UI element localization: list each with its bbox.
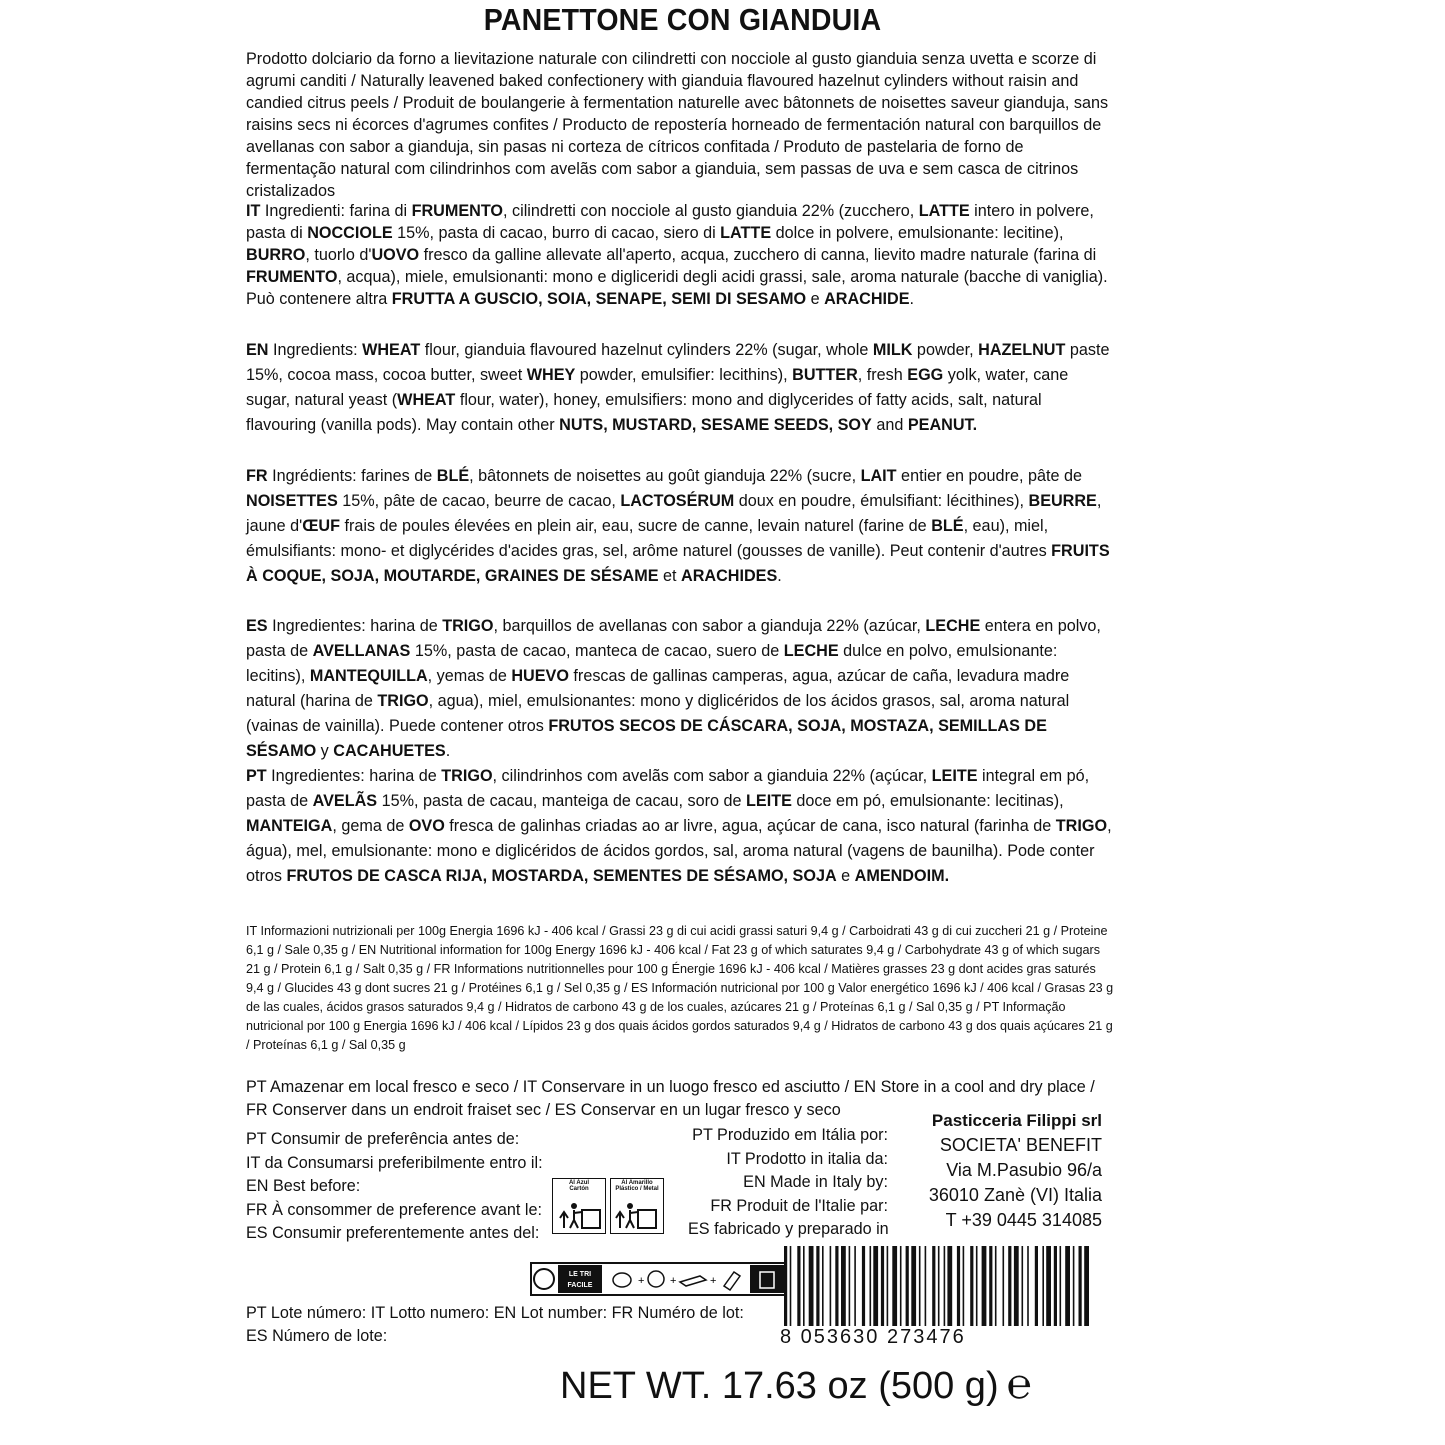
svg-text:+: + <box>670 1275 677 1287</box>
bin-paper-label: Al Azul <box>568 1180 590 1186</box>
best-before-pt: PT Consumir de preferência antes de: <box>246 1130 520 1148</box>
company-city: 36010 Zanè (VI) Italia <box>928 1185 1102 1205</box>
best-before-en: EN Best before: <box>246 1177 361 1195</box>
best-before-es: ES Consumir preferentemente antes del: <box>246 1224 540 1242</box>
product-description: Prodotto dolciario da forno a lievitazione naturale con cilindretti con nocciole al gusto gianduia senza uvetta e scorze di agrumi canditi / Naturally leavened baked confectionery with gianduia flavoured hazelnut cylinders without raisin and candied citrus peels / Produit de boulangerie à fermentation naturelle avec bâtonnets de noisettes saveur gianduja, sans raisins secs ni écorces d'agrumes confites / Producto de repostería horneado de fermentación natural con barquillos de avellanas con sabor a gianduja, sin pasas ni corteza de cítricos confitada / Produto de pastelaria de forno de fermentação natural com cilindrinhos com avelãs com sabor a gianduia, sem passas de uva e sem casca de citrinos cristalizados <box>246 50 1109 200</box>
company-type: SOCIETA' BENEFIT <box>939 1135 1102 1155</box>
barcode-number: 8 053630 273476 <box>780 1326 966 1348</box>
triman-recycling-banner <box>530 1262 786 1296</box>
ingredients-en: EN Ingredients: WHEAT flour, gianduia flavoured hazelnut cylinders 22% (sugar, whole MILK powder, HAZELNUT paste 15%, cocoa mass, cocoa butter, sweet WHEY powder, emulsifier: lecithins), BUTTER, fresh EGG yolk, water, cane sugar, natural yeast (WHEAT flour, water), honey, emulsifiers: mono and diglycerides of fatty acids, salt, natural flavouring (vanilla pods). May contain other NUTS, MUSTARD, SESAME SEEDS, SOY and PEANUT. <box>246 341 1110 434</box>
company-block <box>902 1108 1102 1233</box>
made-in-es: ES fabricado y preparado in <box>688 1220 889 1238</box>
best-before-fr: FR À consommer de preference avant le: <box>246 1200 543 1219</box>
recycle-person-icon <box>614 1200 662 1230</box>
ingredients-pt: PT Ingredientes: harina de TRIGO, cilindrinhos com avelãs com sabor a gianduia 22% (açúcar, LEITE integral em pó, pasta de AVELÃS 15%, pasta de cacau, manteiga de cacau, soro de LEITE doce em pó, emulsionante: lecitinas), MANTEIGA, gema de OVO fresca de galinhas criadas ao ar livre, agua, açúcar de cana, isco natural (farinha de TRIGO, água), mel, emulsionante: mono e diglicéridos de ácidos gordos, sal, aroma natural (vagens de baunilha). Pode conter otros FRUTOS DE CASCA RIJA, MOSTARDA, SEMENTES DE SÉSAMO, SOJA e AMENDOIM. <box>246 767 1112 885</box>
best-before-it: IT da Consumarsi preferibilmente entro il: <box>246 1153 543 1172</box>
bin-plastic-label: Al Amarillo <box>621 1180 653 1186</box>
bin-paper-material: Cartón <box>569 1186 589 1192</box>
net-weight <box>560 1362 1032 1408</box>
lot-number-line-2: ES Número de lote: <box>246 1327 388 1345</box>
nutrition-information: IT Informazioni nutrizionali per 100g Energia 1696 kJ - 406 kcal / Grassi 23 g di cui acidi grassi saturi 9,4 g / Carboidrati 43 g di cui zuccheri 21 g / Proteine 6,1 g / Sale 0,35 g / EN Nutritional information for 100g Energy 1696 kJ - 406 kcal / Fat 23 g of which saturates 9,4 g / Carbohydrate 43 g of which sugars 21 g / Protein 6,1 g / Salt 0,35 g / FR Informations nutritionnelles pour 100 g Énergie 1696 kJ - 406 kcal / Matières grasses 23 g dont acides gras saturés 9,4 g / Glucides 43 g dont sucres 21 g / Protéines 6,1 g / Sel 0,35 g / ES Información nutricional por 100 g Valor energético 1696 kJ / 406 kcal / Grasas 23 g de las cuales, ácidos grasos saturados 9,4 g / Hidratos de carbono 43 g de los cuales, azúcares 21 g / Proteínas 6,1 g / Sal 0,35 g / PT Informação nutricional por 100 g Energia 1696 kJ / 406 kcal / Lípidos 23 g dos quais ácidos gordos saturados 9,4 g / Hidratos de carbono 43 g dos quais açúcares 21 g / Proteínas 6,1 g / Sal 0,35 g <box>246 924 1114 1052</box>
svg-text:+: + <box>710 1275 717 1287</box>
company-phone: T +39 0445 314085 <box>945 1210 1102 1230</box>
recycling-bins <box>552 1178 664 1234</box>
barcode <box>780 1246 1092 1330</box>
company-address: Via M.Pasubio 96/a <box>946 1160 1102 1180</box>
made-in-it: IT Prodotto in italia da: <box>726 1149 888 1168</box>
made-in-block <box>688 1124 888 1242</box>
triman-text-2: FACILE <box>567 1282 593 1289</box>
net-weight-text: NET WT. 17.63 oz (500 g) <box>560 1365 999 1407</box>
made-in-pt: PT Produzido em Itália por: <box>692 1126 888 1144</box>
ingredients-it: IT Ingredienti: farina di FRUMENTO, cilindretti con nocciole al gusto gianduia 22% (zucchero, LATTE intero in polvere, pasta di NOCCIOLE 15%, pasta di cacao, burro di cacao, siero di LATTE dolce in polvere, emulsionante: lecitine), BURRO, tuorlo d'UOVO fresco da galline allevate all'aperto, acqua, zucchero di canna, lievito madre naturale (farina di FRUMENTO, acqua), miele, emulsionanti: mono e digliceridi degli acidi grassi, sale, aroma naturale (bacche di vaniglia). Può contenere altra FRUTTA A GUSCIO, SOIA, SENAPE, SEMI DI SESAMO e ARACHIDE. <box>246 202 1108 308</box>
ingredients-es: ES Ingredientes: harina de TRIGO, barquillos de avellanas con sabor a gianduja 22% (azúcar, LECHE entera en polvo, pasta de AVELLANAS 15%, pasta de cacao, manteca de cacao, suero de LECHE dulce en polvo, emulsionante: lecitins), MANTEQUILLA, yemas de HUEVO frescas de gallinas camperas, agua, azúcar de caña, levadura madre natural (harina de TRIGO, agua), miel, emulsionantes: mono y diglicéridos de los ácidos grasos, sal, aroma natural (vainas de vainilla). Puede contener otros FRUTOS SECOS DE CÁSCARA, SOJA, MOSTAZA, SEMILLAS DE SÉSAMO y CACAHUETES. <box>246 617 1101 760</box>
product-title: PANETTONE CON GIANDUIA <box>483 2 882 37</box>
recycle-bin-paper <box>552 1178 606 1234</box>
svg-text:+: + <box>638 1275 645 1287</box>
company-name: Pasticceria Filippi srl <box>931 1111 1102 1130</box>
estimated-sign: ℮ <box>1006 1360 1032 1407</box>
recycle-bin-plastic <box>610 1178 664 1234</box>
triman-text-1: LE TRI <box>568 1271 592 1278</box>
ingredients-fr: FR Ingrédients: farines de BLÉ, bâtonnets de noisettes au goût gianduja 22% (sucre, LAIT entier en poudre, pâte de NOISETTES 15%, pâte de cacao, beurre de cacao, LACTOSÉRUM doux en poudre, émulsifiant: lécithines), BEURRE, jaune d'ŒUF frais de poules élevées en plein air, eau, sucre de canne, levain naturel (farine de BLÉ, eau), miel, émulsifiants: mono- et diglycérides d'acides gras, sel, arôme naturel (gousses de vanille). Peut contenir d'autres FRUITS À COQUE, SOJA, MOUTARDE, GRAINES DE SÉSAME et ARACHIDES. <box>246 467 1110 585</box>
made-in-en: EN Made in Italy by: <box>743 1173 888 1191</box>
made-in-fr: FR Produit de l'Italie par: <box>710 1196 888 1215</box>
recycle-person-icon <box>556 1200 608 1230</box>
bin-plastic-material: Plástico / Metal <box>615 1186 659 1192</box>
lot-number-line-1: PT Lote número: IT Lotto numero: EN Lot number: FR Numéro de lot: <box>246 1304 744 1322</box>
storage-instructions: PT Amazenar em local fresco e seco / IT Conservare in un luogo fresco ed asciutto / EN Store in a cool and dry place / FR Conserver dans un endroit fraiset sec / ES Conservar en un lugar fresco y seco <box>246 1078 1095 1119</box>
best-before-block <box>246 1128 543 1246</box>
lot-number-block <box>246 1302 744 1348</box>
